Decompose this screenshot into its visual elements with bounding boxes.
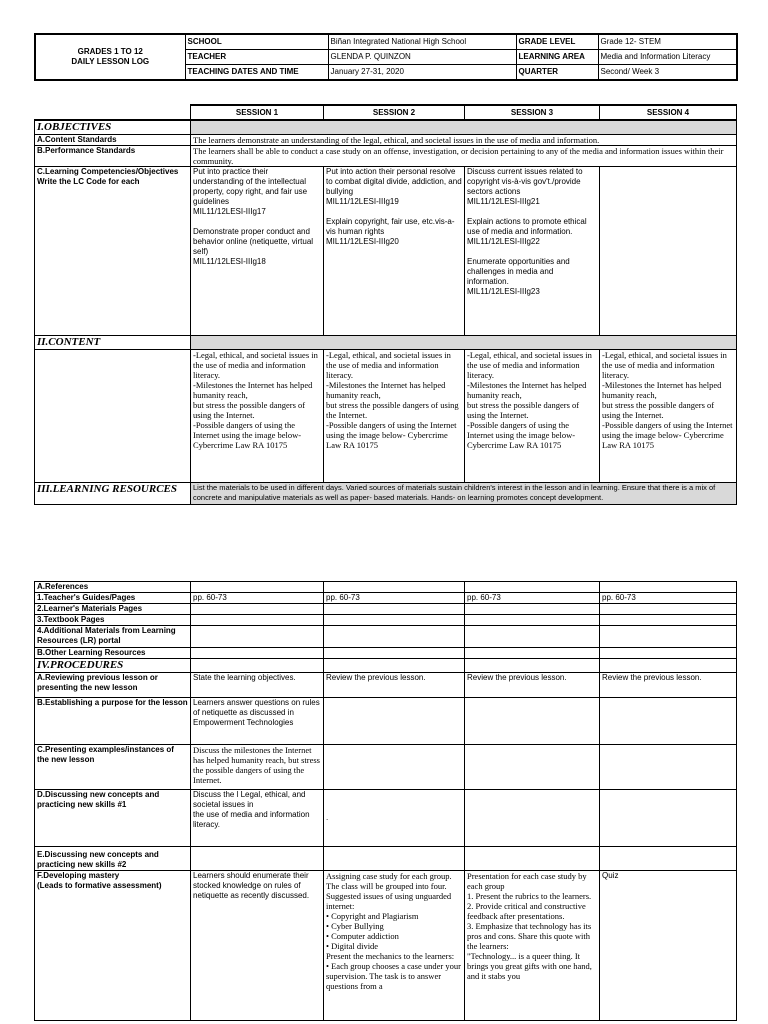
quarter-value: Second/ Week 3	[598, 65, 737, 81]
proc-a-session-1: State the learning objectives.	[191, 673, 324, 698]
dates-value: January 27-31, 2020	[328, 65, 516, 81]
procedures-heading: IV.PROCEDURES	[35, 659, 191, 673]
performance-standards-text: The learners shall be able to conduct a case study on an offense, investigation, or decision pertaining to any of the media and information issues within their community.	[191, 146, 737, 167]
area-value: Media and Information Literacy	[598, 50, 737, 65]
proc-d-session-1: Discuss the l Legal, ethical, and societal issues in the use of media and information literacy.	[191, 790, 324, 847]
proc-e-label: E.Discussing new concepts and practicing new skills #2	[35, 847, 191, 871]
dates-label: TEACHING DATES AND TIME	[185, 65, 328, 81]
tb-cell	[191, 615, 324, 626]
session-1-header: SESSION 1	[191, 105, 324, 120]
teacher-guide-session-4: pp. 60-73	[600, 593, 737, 604]
proc-b-session-2	[324, 698, 465, 745]
blank-corner	[35, 105, 191, 120]
teacher-guide-session-2: pp. 60-73	[324, 593, 465, 604]
proc-c-session-4	[600, 745, 737, 790]
lm-cell	[191, 604, 324, 615]
lr-cell	[600, 626, 737, 648]
tb-cell	[324, 615, 465, 626]
header-table	[34, 33, 738, 81]
lr-cell	[465, 626, 600, 648]
lr-cell	[324, 626, 465, 648]
other-cell	[191, 648, 324, 659]
lr-cell	[191, 626, 324, 648]
other-cell	[324, 648, 465, 659]
proc-d-label: D.Discussing new concepts and practicing new skills #1	[35, 790, 191, 847]
other-resources-label: B.Other Learning Resources	[35, 648, 191, 659]
content-standards-label: A.Content Standards	[35, 135, 191, 146]
proc-e-cell	[324, 847, 465, 871]
content-blank	[35, 350, 191, 483]
ref-cell	[465, 582, 600, 593]
proc-c-session-3	[465, 745, 600, 790]
proc-head-cell	[191, 659, 324, 673]
teacher-guide-session-1: pp. 60-73	[191, 593, 324, 604]
log-title-line2: DAILY LESSON LOG	[71, 57, 150, 66]
session-2-header: SESSION 2	[324, 105, 465, 120]
teacher-guide-label: 1.Teacher's Guides/Pages	[35, 593, 191, 604]
proc-a-session-4: Review the previous lesson.	[600, 673, 737, 698]
objectives-heading: I.OBJECTIVES	[35, 120, 191, 135]
ref-cell	[600, 582, 737, 593]
performance-standards-label: B.Performance Standards	[35, 146, 191, 167]
content-standards-text: The learners demonstrate an understanding of the legal, ethical, and societal issues in the use of media and information.	[191, 135, 737, 146]
proc-b-label: B.Establishing a purpose for the lesson	[35, 698, 191, 745]
content-session-3: -Legal, ethical, and societal issues in the use of media and information literacy. -Milestones the Internet has helped humanity reach, but stress the possible dangers of using the Internet. -Possible dangers of using the Internet using the image below- Cybercrime Law RA 10175	[465, 350, 600, 483]
proc-f-session-3: Presentation for each case study by each group 1. Present the rubrics to the learners. 2. Provide critical and constructive feedback after presentations. 3. Emphasize that technology has its pros and cons. Share this quote with the learners: "Technology... is a queer thing. It brings you great gifts with one hand, and it stabs you	[465, 871, 600, 1021]
objectives-heading-fill	[191, 120, 737, 135]
teacher-guide-session-3: pp. 60-73	[465, 593, 600, 604]
proc-head-cell	[324, 659, 465, 673]
tb-cell	[465, 615, 600, 626]
proc-a-session-2: Review the previous lesson.	[324, 673, 465, 698]
proc-e-cell	[600, 847, 737, 871]
content-session-4: -Legal, ethical, and societal issues in the use of media and information literacy. -Milestones the Internet has helped humanity reach, but stress the possible dangers of using the Internet. -Possible dangers of using the Internet using the image below- Cybercrime Law RA 10175	[600, 350, 737, 483]
proc-c-session-1: Discuss the milestones the Internet has helped humanity reach, but stress the possible dangers of using the Internet.	[191, 745, 324, 790]
content-heading: II.CONTENT	[35, 336, 191, 350]
competency-session-2: Put into action their personal resolve to combat digital divide, addiction, and bullying MIL11/12LESI-IIIg19 Explain copyright, fair use, etc.vis-a-vis human rights MIL11/12LESI-IIIg20	[324, 167, 465, 336]
session-4-header: SESSION 4	[600, 105, 737, 120]
proc-f-label: F.Developing mastery (Leads to formative assessment)	[35, 871, 191, 1021]
school-label: SCHOOL	[185, 34, 328, 50]
proc-c-label: C.Presenting examples/instances of the new lesson	[35, 745, 191, 790]
proc-f-session-1: Learners should enumerate their stocked knowledge on rules of netiquette as recently discussed.	[191, 871, 324, 1021]
textbook-label: 3.Textbook Pages	[35, 615, 191, 626]
proc-e-cell	[465, 847, 600, 871]
proc-f-session-2: Assigning case study for each group. The class will be grouped into four. Suggested issues of using unguarded internet: • Copyright and Plagiarism • Cyber Bullying • Computer addiction • Digital divide Present the mechanics to the learners: • Each group chooses a case under your supervision. The task is to answer questions from a	[324, 871, 465, 1021]
procedures-table	[34, 581, 737, 1021]
grade-value: Grade 12- STEM	[598, 34, 737, 50]
lesson-table	[34, 104, 737, 505]
content-heading-fill	[191, 336, 737, 350]
competency-session-3: Discuss current issues related to copyright vis-à-vis gov't./provide sectors actions MIL11/12LESI-IIIg21 Explain actions to promote ethical use of media and information. MIL11/12LESI-IIIg22 Enumerate opportunities and challenges in media and information. MIL11/12LESI-IIIg23	[465, 167, 600, 336]
ref-cell	[324, 582, 465, 593]
lr-portal-label: 4.Additional Materials from Learning Resources (LR) portal	[35, 626, 191, 648]
other-cell	[465, 648, 600, 659]
log-title-line1: GRADES 1 TO 12	[77, 47, 143, 56]
learner-materials-label: 2.Learner's Materials Pages	[35, 604, 191, 615]
other-cell	[600, 648, 737, 659]
quarter-label: QUARTER	[516, 65, 598, 81]
proc-d-session-4	[600, 790, 737, 847]
teacher-label: TEACHER	[185, 50, 328, 65]
session-3-header: SESSION 3	[465, 105, 600, 120]
competency-session-4	[600, 167, 737, 336]
proc-b-session-3	[465, 698, 600, 745]
proc-a-session-3: Review the previous lesson.	[465, 673, 600, 698]
lm-cell	[324, 604, 465, 615]
ref-cell	[191, 582, 324, 593]
competency-session-1: Put into practice their understanding of the intellectual property, copy right, and fair use guidelines MIL11/12LESI-IIIg17 Demonstrate proper conduct and behavior online (netiquette, virtual self) MIL11/12LESI-IIIg18	[191, 167, 324, 336]
proc-c-session-2	[324, 745, 465, 790]
proc-a-label: A.Reviewing previous lesson or presenting the new lesson	[35, 673, 191, 698]
lm-cell	[465, 604, 600, 615]
tb-cell	[600, 615, 737, 626]
proc-f-session-4: Quiz	[600, 871, 737, 1021]
proc-head-cell	[465, 659, 600, 673]
log-title	[35, 34, 185, 80]
teacher-value: GLENDA P. QUINZON	[328, 50, 516, 65]
proc-b-session-1: Learners answer questions on rules of netiquette as discussed in Empowerment Technologies	[191, 698, 324, 745]
school-value: Biñan Integrated National High School	[328, 34, 516, 50]
proc-d-session-2: .	[324, 790, 465, 847]
lm-cell	[600, 604, 737, 615]
content-session-1: -Legal, ethical, and societal issues in the use of media and information literacy. -Milestones the Internet has helped humanity reach, but stress the possible dangers of using the Internet. -Possible dangers of using the Internet using the image below- Cybercrime Law RA 10175	[191, 350, 324, 483]
proc-d-session-3	[465, 790, 600, 847]
competencies-label: C.Learning Competencies/Objectives Write the LC Code for each	[35, 167, 191, 336]
area-label: LEARNING AREA	[516, 50, 598, 65]
proc-b-session-4	[600, 698, 737, 745]
proc-head-cell	[600, 659, 737, 673]
resources-text: List the materials to be used in different days. Varied sources of materials sustain children's interest in the lesson and in learning. Ensure that there is a mix of concrete and manipulative materials as well as paper- based materials. Hands- on learning promotes concept development.	[191, 483, 737, 505]
content-session-2: -Legal, ethical, and societal issues in the use of media and information literacy. -Milestones the Internet has helped humanity reach, but stress the possible dangers of using the Internet. -Possible dangers of using the Internet using the image below- Cybercrime Law RA 10175	[324, 350, 465, 483]
resources-heading: III.LEARNING RESOURCES	[35, 483, 191, 505]
grade-label: GRADE LEVEL	[516, 34, 598, 50]
proc-e-cell	[191, 847, 324, 871]
references-label: A.References	[35, 582, 191, 593]
